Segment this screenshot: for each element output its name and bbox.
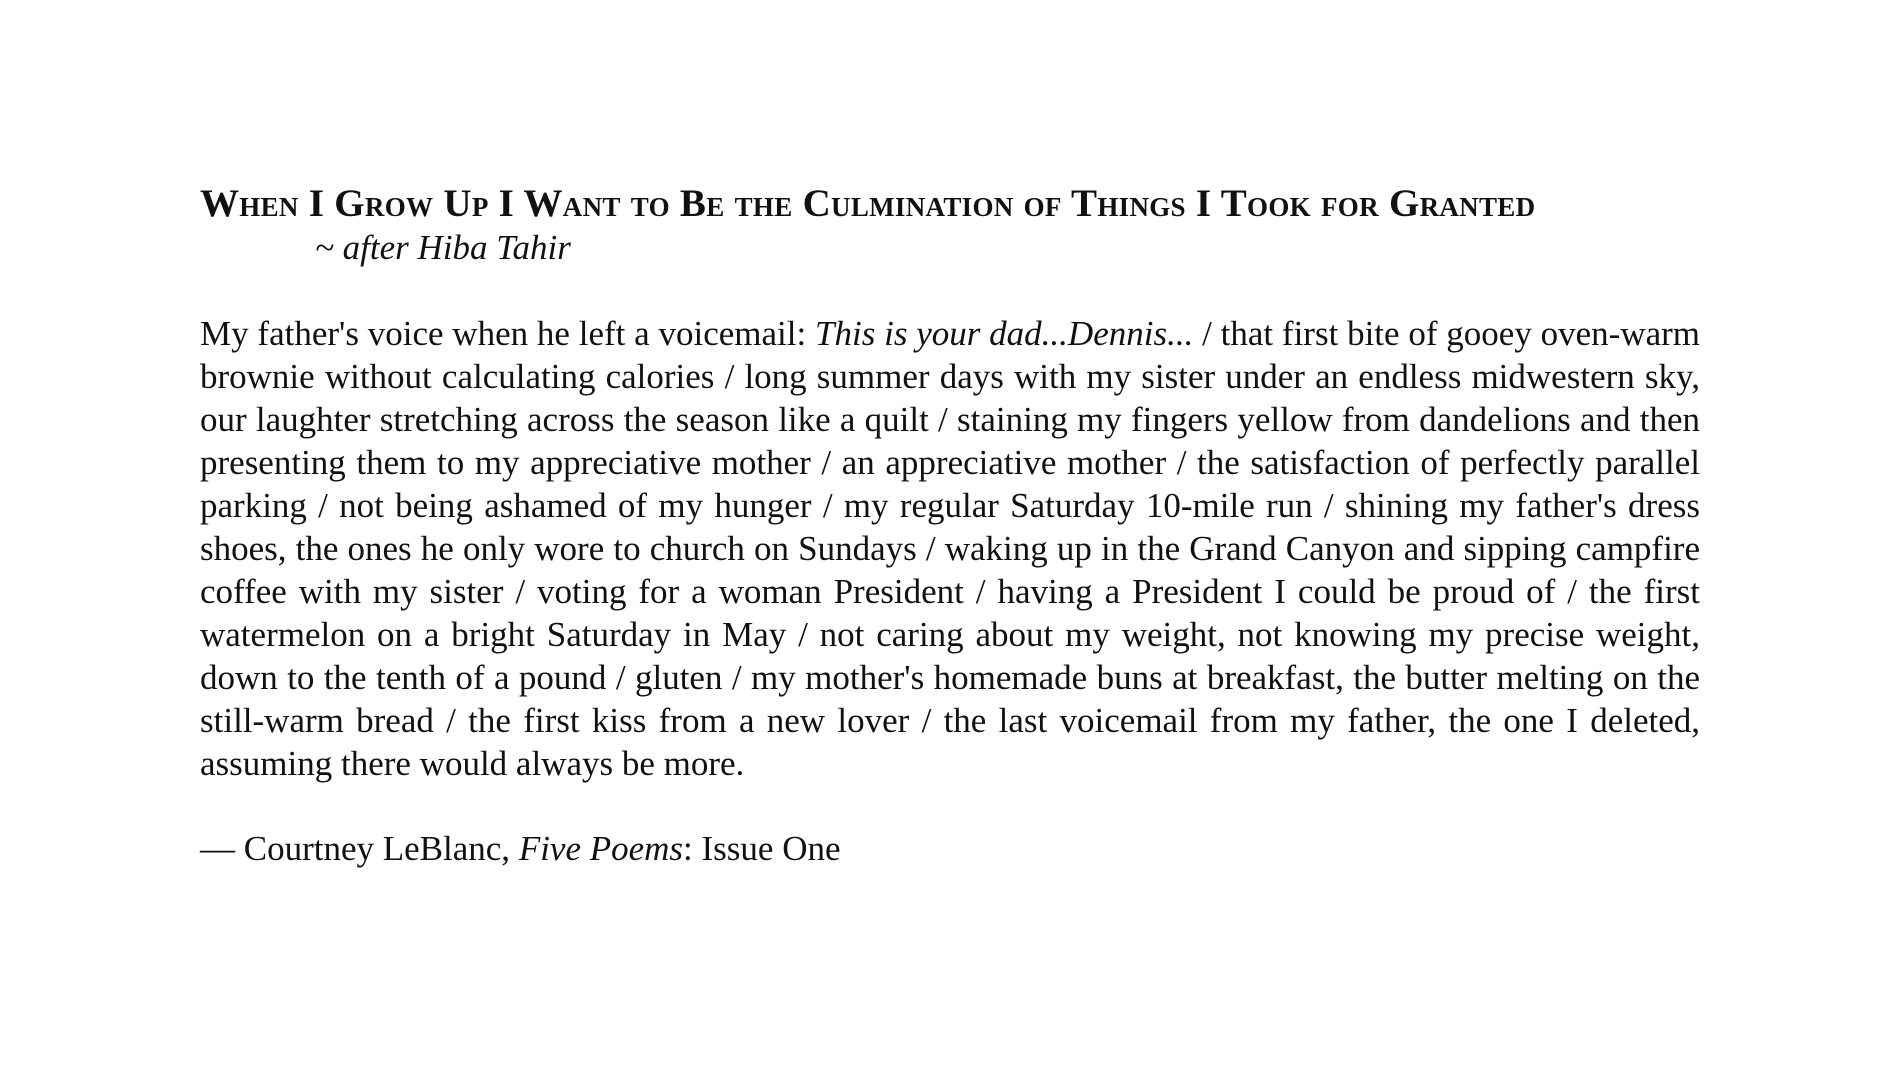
poem-title: When I Grow Up I Want to Be the Culmination of Things I Took for Granted [200,182,1536,225]
attribution-issue: : Issue One [683,829,841,868]
poem-body-quote: This is your dad...Dennis... [815,314,1194,353]
document-page [200,182,1700,870]
poem-body-rest: / that first bite of gooey oven-warm brownie without calculating calories / long summer days with my sister under an endless midwestern sky, our laughter stretching across the season like a quilt / staining my fingers yellow from dandelions and then presenting them to my appreciative mother / an appreciative mother / the satisfaction of perfectly parallel parking / not being ashamed of my hunger / my regular Saturday 10-mile run / shining my father's dress shoes, the ones he only wore to church on Sundays / waking up in the Grand Canyon and sipping campfire coffee with my sister / voting for a woman President / having a President I could be proud of / the first watermelon on a bright Saturday in May / not caring about my weight, not knowing my precise weight, down to the tenth of a pound / gluten / my mother's homemade buns at breakfast, the butter melting on the still-warm bread / the first kiss from a new lover / the last voicemail from my father, the one I deleted, assuming there would always be more. [200,314,1701,783]
attribution-author: — Courtney LeBlanc, [200,829,519,868]
poem-attribution [200,827,1700,870]
poem-dedication: ~ after Hiba Tahir [315,228,571,267]
poem-body [200,312,1700,785]
attribution-publication: Five Poems [518,829,684,868]
poem-body-intro: My father's voice when he left a voicemail: [200,314,815,353]
